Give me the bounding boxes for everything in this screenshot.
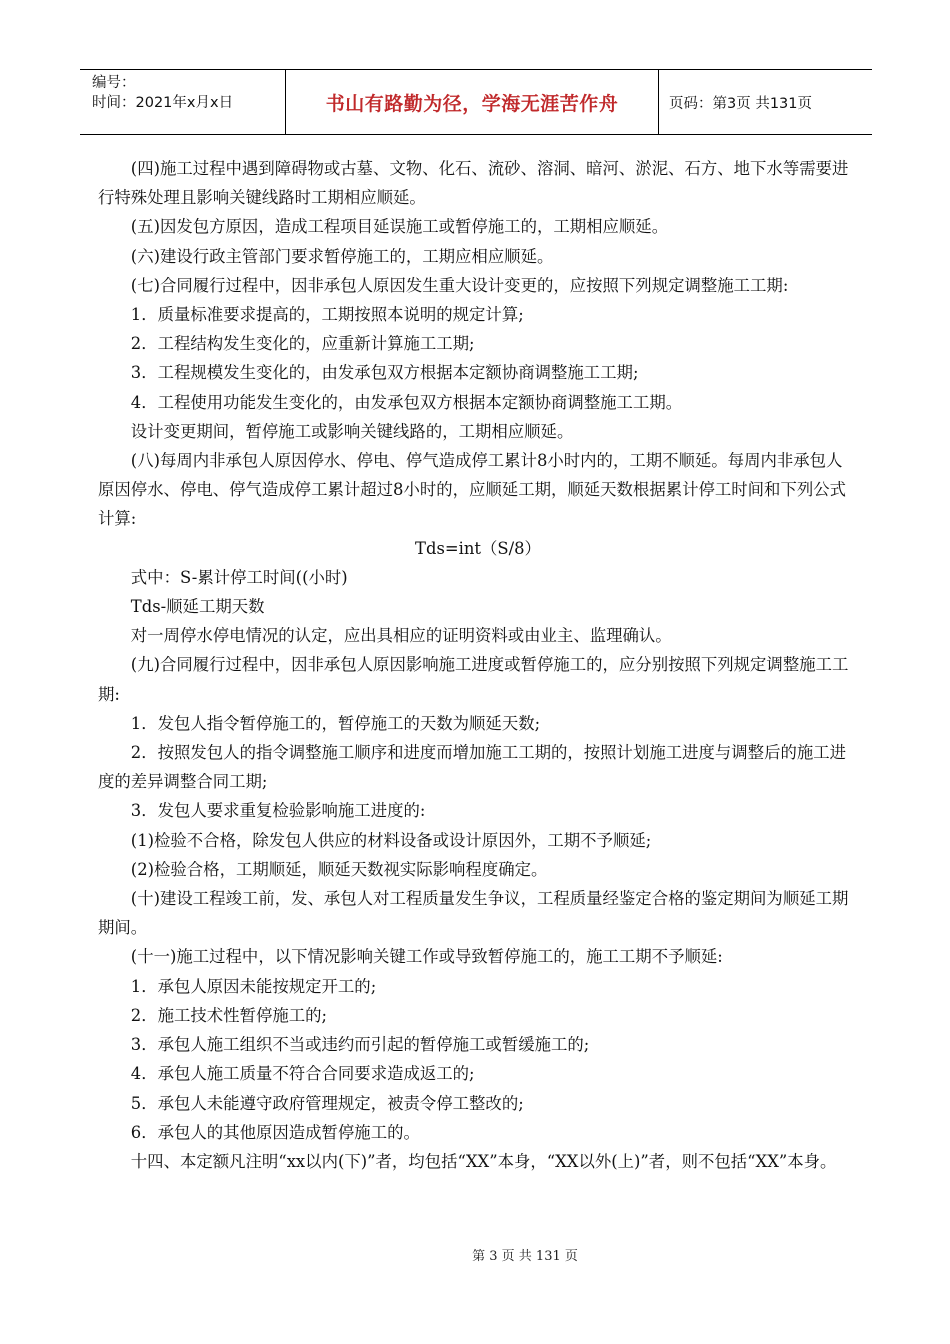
paragraph: (五)因发包方原因，造成工程项目延误施工或暂停施工的，工期相应顺延。	[130, 217, 669, 237]
paragraph: (四)施工过程中遇到障碍物或古墓、文物、化石、流砂、溶洞、暗河、淤泥、石方、地下水等需要进行特殊处理且影响关键线路时工期相应顺延。	[98, 159, 849, 208]
page-header	[80, 69, 872, 135]
list-item: 1．承包人原因未能按规定开工的;	[130, 976, 377, 996]
document-number-label: 编号：	[92, 75, 136, 91]
list-item: 6．承包人的其他原因造成暂停施工的。	[130, 1122, 420, 1142]
header-motto: 书山有路勤为径，学海无涯苦作舟	[286, 70, 659, 134]
paragraph: (八)每周内非承包人原因停水、停电、停气造成停工累计8小时内的，工期不顺延。每周内非承包人原因停水、停电、停气造成停工累计超过8小时的，应顺延工期，顺延天数根据累计停工时间和下列公式计算:	[98, 451, 847, 529]
document-body	[98, 154, 858, 1176]
document-date: 时间：2021年x月x日	[92, 95, 234, 111]
header-meta	[80, 70, 286, 134]
paragraph: (十一)施工过程中，以下情况影响关键工作或导致暂停施工的，施工工期不予顺延:	[130, 947, 723, 967]
paragraph: (十)建设工程竣工前，发、承包人对工程质量发生争议，工程质量经鉴定合格的鉴定期间为顺延工期期间。	[98, 889, 849, 938]
paragraph: (九)合同履行过程中，因非承包人原因影响施工进度或暂停施工的，应分别按照下列规定调整施工工期:	[98, 655, 849, 704]
list-item: 3．发包人要求重复检验影响施工进度的:	[130, 801, 426, 821]
formula-note: 式中：S-累计停工时间((小时)	[130, 567, 348, 587]
list-item: 2．按照发包人的指令调整施工顺序和进度而增加施工工期的，按照计划施工进度与调整后的施工进度的差异调整合同工期;	[98, 743, 847, 792]
list-item: 3．工程规模发生变化的，由发承包双方根据本定额协商调整施工工期;	[130, 363, 639, 383]
list-item: 5．承包人未能遵守政府管理规定，被责令停工整改的;	[130, 1093, 524, 1113]
list-item: (1)检验不合格，除发包人供应的材料设备或设计原因外，工期不予顺延;	[130, 830, 652, 850]
list-item: 4．承包人施工质量不符合合同要求造成返工的;	[130, 1064, 475, 1084]
list-item: 1．发包人指令暂停施工的，暂停施工的天数为顺延天数;	[130, 713, 541, 733]
formula: Tds=int（S/8）	[415, 538, 541, 558]
list-item: 4．工程使用功能发生变化的，由发承包双方根据本定额协商调整施工工期。	[130, 392, 683, 412]
header-page-info: 页码：第3页 共131页	[669, 95, 813, 112]
page-footer: 第 3 页 共 131 页	[472, 1249, 578, 1264]
paragraph: (七)合同履行过程中，因非承包人原因发生重大设计变更的，应按照下列规定调整施工工期:	[130, 275, 789, 295]
list-item: 2．工程结构发生变化的，应重新计算施工工期;	[130, 334, 475, 354]
paragraph: (六)建设行政主管部门要求暂停施工的，工期应相应顺延。	[130, 246, 554, 266]
paragraph: 十四、本定额凡注明“xx以内(下)”者，均包括“XX”本身，“XX以外(上)”者，则不包括“XX”本身。	[130, 1151, 837, 1171]
formula-note: Tds-顺延工期天数	[130, 597, 265, 617]
paragraph: 对一周停水停电情况的认定，应出具相应的证明资料或由业主、监理确认。	[130, 626, 672, 646]
list-item: 2．施工技术性暂停施工的;	[130, 1005, 328, 1025]
list-item: 1．质量标准要求提高的，工期按照本说明的规定计算;	[130, 305, 524, 325]
list-item: 3．承包人施工组织不当或违约而引起的暂停施工或暂缓施工的;	[130, 1035, 590, 1055]
list-item: (2)检验合格，工期顺延，顺延天数视实际影响程度确定。	[130, 859, 548, 879]
paragraph: 设计变更期间，暂停施工或影响关键线路的，工期相应顺延。	[130, 421, 574, 441]
